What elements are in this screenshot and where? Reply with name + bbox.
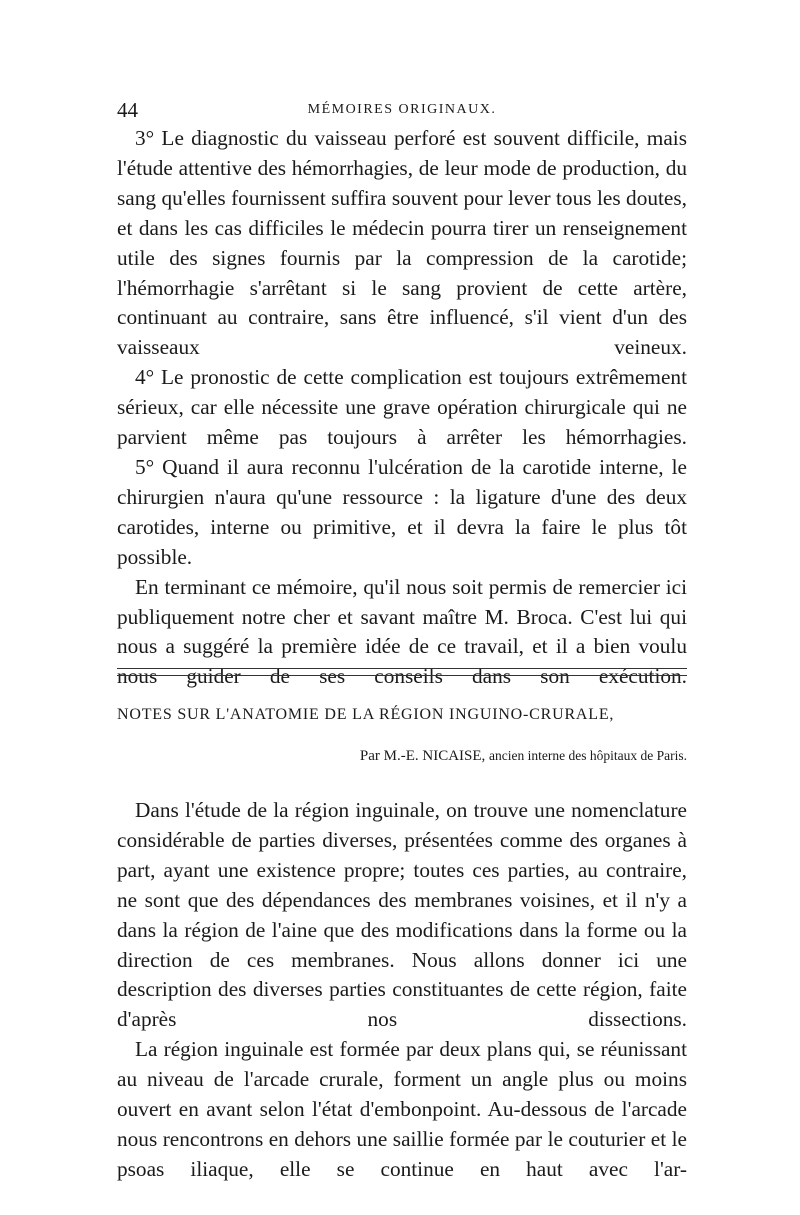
article-title: NOTES SUR L'ANATOMIE DE LA RÉGION INGUINO-CRURALE, [117, 706, 615, 723]
article-body [117, 796, 687, 1185]
paragraph: 3° Le diagnostic du vaisseau perforé est souvent difficile, mais l'étude attentive des hémorrhagies, de leur mode de production, du sang qu'elles fournissent suffira souvent pour lever tous les doutes, et dans les cas difficiles le médecin pourra tirer un renseignement utile des signes fournis par la compression de la carotide; l'hémorrhagie s'arrêtant si le sang provient de cette artère, continuant au contraire, sans être influencé, s'il vient d'un des vaisseaux veineux. [117, 126, 687, 360]
paragraph: 5° Quand il aura reconnu l'ulcération de la carotide interne, le chirurgien n'aura qu'une ressource : la ligature d'une des deux carotides, interne ou primitive, et il devra la faire le plus tôt possible. [117, 454, 687, 569]
paragraph: La région inguinale est formée par deux plans qui, se réunissant au niveau de l'arcade crurale, forment un angle plus ou moins ouvert en avant selon l'état d'embonpoint. Au-dessous de l'arcade nous rencontrons en dehors une saillie formée par le couturier et le psoas iliaque, elle se continue en haut avec l'ar- [117, 1037, 687, 1181]
byline-author: Par M.-E. NICAISE, [359, 748, 486, 764]
page-number: 44 [117, 98, 138, 122]
paragraph: 4° Le pronostic de cette complication est toujours extrêmement sérieux, car elle nécessite une grave opération chirurgicale qui ne parvient même pas toujours à arrêter les hémorrhagies. [117, 365, 687, 450]
paragraph: Dans l'étude de la région inguinale, on trouve une nomenclature considérable de parties diverses, présentées comme des organes à part, ayant une existence propre; toutes ces parties, au contraire, ne sont que des dépendances des membranes voisines, et il n'y a dans la région de l'aine que des modifications dans la forme ou la direction de ces membranes. Nous allons donner ici une description des diverses parties constituantes de cette région, faite d'après nos dissections. [117, 798, 687, 1032]
running-head: MÉMOIRES ORIGINAUX. [307, 102, 497, 117]
byline [117, 748, 687, 765]
paragraph: En terminant ce mémoire, qu'il nous soit permis de remercier ici publiquement notre cher et savant maître M. Broca. C'est lui qui nous a suggéré la première idée de ce travail, et il a bien voulu nous guider de ses conseils dans son exécution. [117, 574, 687, 689]
section-divider [117, 668, 687, 676]
byline-affiliation: ancien interne des hôpitaux de Paris. [489, 748, 687, 763]
memoir-conclusion [117, 124, 687, 692]
